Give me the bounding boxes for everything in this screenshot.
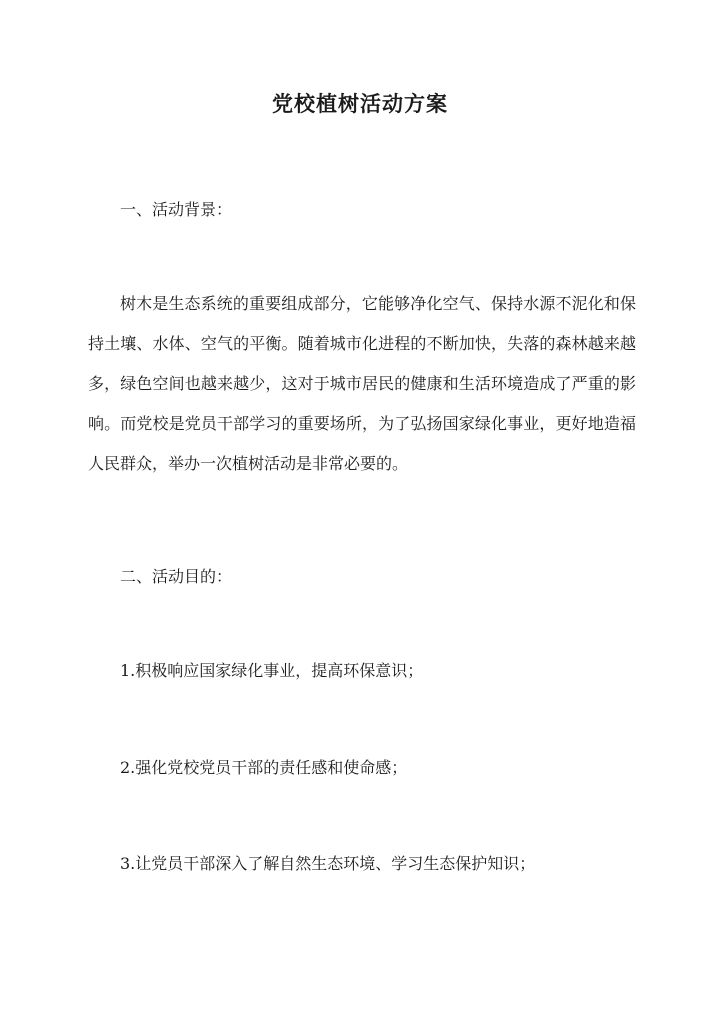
section-heading-purpose: 二、活动目的： [120, 567, 233, 586]
purpose-item-1: 1.积极响应国家绿化事业，提高环保意识； [120, 661, 424, 680]
purpose-item-2: 2.强化党校党员干部的责任感和使命感； [120, 758, 408, 777]
purpose-item-3: 3.让党员干部深入了解自然生态环境、学习生态保护知识； [120, 854, 536, 873]
section-heading-background: 一、活动背景： [120, 200, 233, 219]
document-title: 党校植树活动方案 [272, 91, 448, 116]
background-paragraph: 树木是生态系统的重要组成部分，它能够净化空气、保持水源不泥化和保持土壤、水体、空气的平衡。随着城市化进程的不断加快，失落的森林越来越多，绿色空间也越来越少，这对于城市居民的健康和生活环境造成了严重的影响。而党校是党员干部学习的重要场所，为了弘扬国家绿化事业，更好地造福人民群众，举办一次植树活动是非常必要的。 [88, 294, 636, 473]
